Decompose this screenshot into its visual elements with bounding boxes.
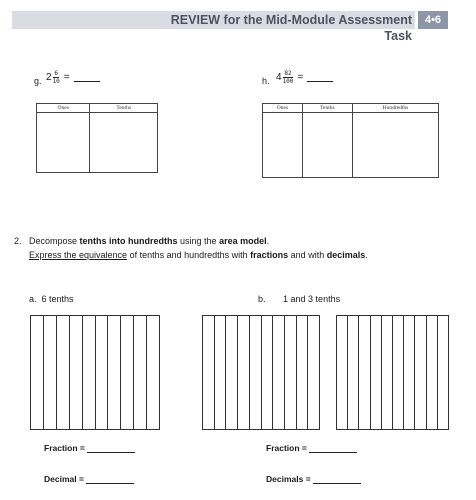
problem-h-label: h. [262,76,270,86]
area-strip[interactable] [57,316,70,429]
problem-h-whole: 4 [276,72,282,83]
part-b-decimal-blank[interactable] [313,474,361,484]
area-strip[interactable] [108,316,121,429]
part-a-area-model[interactable] [30,315,160,430]
module-badge: 4•6 [418,11,448,29]
part-a-letter: a. [29,294,37,304]
question-2-instructions [29,234,459,262]
problem-h-answer-blank[interactable] [307,73,333,82]
area-strip[interactable] [44,316,57,429]
area-strip[interactable] [250,316,262,429]
problem-h-cell-ones[interactable] [263,113,303,178]
q2-bold-fractions: fractions [250,250,289,260]
part-a-decimal-answer [44,474,134,484]
question-2-line-1 [29,234,459,248]
q2-text: and with [288,250,327,260]
q2-text: . [266,236,270,246]
problem-h-place-value-chart [262,103,439,178]
part-a-decimal-blank[interactable] [86,474,134,484]
problem-g-answer-blank[interactable] [74,73,100,82]
problem-g-col-tenths: Tenths [90,104,158,113]
problem-h-denominator: 100 [282,78,294,85]
area-strip[interactable] [147,316,159,429]
problem-h-col-tenths: Tenths [302,104,352,113]
problem-g-place-value-chart [36,103,158,173]
q2-text: Decompose [29,236,80,246]
part-a-fraction-label: Fraction = [44,443,85,453]
q2-bold-tenths-hundredths: tenths into hundredths [79,236,178,246]
area-strip[interactable] [121,316,134,429]
problem-g-numerator: 6 [54,70,58,77]
problem-g-mixed-number [46,70,100,85]
area-strip[interactable] [70,316,83,429]
area-strip[interactable] [404,316,415,429]
header-title: REVIEW for the Mid-Module Assessment Task [170,13,412,43]
problem-g-label: g. [34,76,42,86]
area-strip[interactable] [348,316,359,429]
problem-g-cell-ones[interactable] [37,113,90,173]
area-strip[interactable] [308,316,319,429]
problem-g-fraction [53,70,60,85]
area-strip[interactable] [262,316,274,429]
area-strip[interactable] [297,316,309,429]
problem-g-equals: = [63,72,70,83]
area-strip[interactable] [427,316,438,429]
q2-text: . [365,250,368,260]
area-strip[interactable] [96,316,109,429]
area-strip[interactable] [285,316,297,429]
area-strip[interactable] [203,316,215,429]
part-b-fraction-answer [266,443,357,453]
problem-h-equals: = [297,72,304,83]
problem-h-cell-hundredths[interactable] [352,113,438,178]
problem-h-col-ones: Ones [263,104,303,113]
part-b-area-model-2[interactable] [336,315,449,430]
question-2-line-2 [29,248,459,262]
area-strip[interactable] [415,316,426,429]
part-a-fraction-blank[interactable] [87,443,135,453]
area-strip[interactable] [238,316,250,429]
q2-bold-decimals: decimals [326,250,366,260]
area-strip[interactable] [273,316,285,429]
part-b-decimal-answer [266,474,361,484]
part-b-text: 1 and 3 tenths [283,294,341,304]
area-strip[interactable] [337,316,348,429]
area-strip[interactable] [134,316,147,429]
area-strip[interactable] [382,316,393,429]
part-b-label [258,294,340,304]
problem-h-col-hundredths: Hundredths [352,104,438,113]
area-strip[interactable] [393,316,404,429]
area-strip[interactable] [83,316,96,429]
question-2-number: 2. [14,236,22,246]
area-strip[interactable] [226,316,238,429]
problem-g-denominator: 10 [52,78,60,85]
part-a-fraction-answer [44,443,135,453]
part-b-fraction-blank[interactable] [309,443,357,453]
problem-g-cell-tenths[interactable] [90,113,158,173]
problem-h-mixed-number [276,70,333,85]
part-a-label [29,294,74,304]
problem-h-numerator: 82 [284,70,292,77]
part-b-decimal-label: Decimals = [266,474,311,484]
q2-text: using the [177,236,220,246]
part-a-text: 6 tenths [41,294,74,304]
area-strip[interactable] [359,316,370,429]
q2-bold-area-model: area model [219,236,267,246]
area-strip[interactable] [31,316,44,429]
problem-h-fraction [283,70,294,85]
problem-g-col-ones: Ones [37,104,90,113]
part-b-area-model-1[interactable] [202,315,320,430]
area-strip[interactable] [371,316,382,429]
area-strip[interactable] [438,316,448,429]
q2-text: of tenths and hundredths with [127,250,251,260]
part-b-letter: b. [258,294,266,304]
q2-underlined-phrase: Express the equivalence [29,250,128,260]
part-a-decimal-label: Decimal = [44,474,84,484]
problem-h-cell-tenths[interactable] [302,113,352,178]
part-b-fraction-label: Fraction = [266,443,307,453]
problem-g-whole: 2 [46,72,52,83]
area-strip[interactable] [215,316,227,429]
